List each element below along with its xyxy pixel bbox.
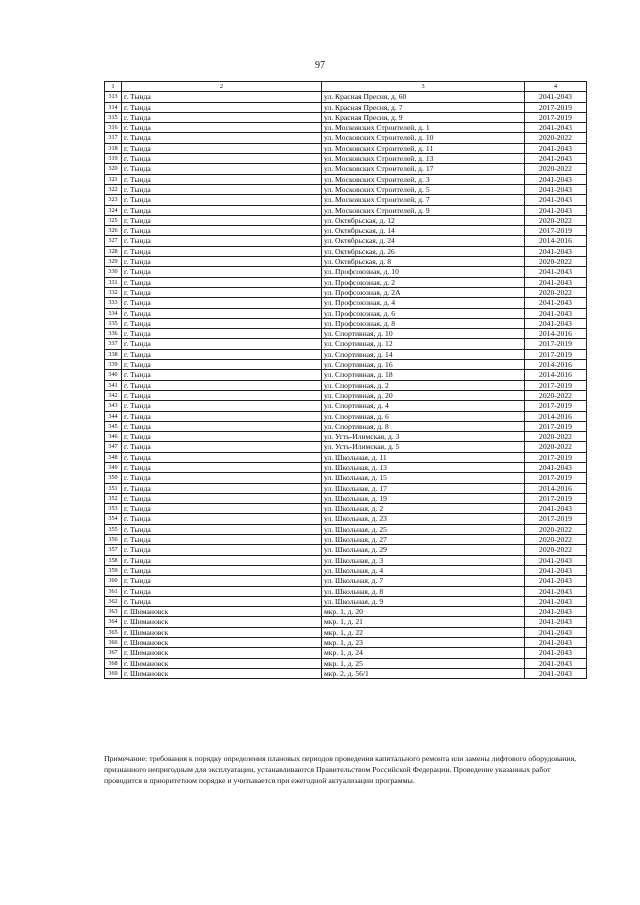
repair-period-cell: 2017-2019 <box>525 349 587 359</box>
footnote-text: требования к порядку определения плановых периодов проведения капитального ремонта или замены лифтового оборудования, признанного непригодным для эксплуатации, устанавливаются Правительством Российской Федерации. Проведение указанных работ проводится в приоритетном порядке и учитывается при ежегодной актуализации программы. <box>104 754 577 785</box>
repair-period-cell: 2041-2043 <box>525 195 587 205</box>
address-cell: ул. Профсоюзная, д. 8 <box>322 318 525 328</box>
settlement-name-cell: г. Шимановск <box>122 627 322 637</box>
repair-period-cell: 2041-2043 <box>525 504 587 514</box>
address-cell: ул. Профсоюзная, д. 10 <box>322 267 525 277</box>
table-row <box>105 473 587 483</box>
repair-period-cell: 2041-2043 <box>525 277 587 287</box>
table-row <box>105 215 587 225</box>
settlement-name-cell: г. Тында <box>122 411 322 421</box>
table-row <box>105 123 587 133</box>
table-row <box>105 411 587 421</box>
table-row <box>105 565 587 575</box>
table-row <box>105 442 587 452</box>
settlement-name-cell: г. Тында <box>122 401 322 411</box>
repair-period-cell: 2041-2043 <box>525 668 587 678</box>
row-number-cell: 353 <box>105 504 122 514</box>
table-row <box>105 267 587 277</box>
settlement-name-cell: г. Тында <box>122 596 322 606</box>
table-row <box>105 133 587 143</box>
repair-period-cell: 2041-2043 <box>525 298 587 308</box>
table-row <box>105 432 587 442</box>
address-cell: мкр. 1, д. 23 <box>322 638 525 648</box>
address-cell: ул. Красная Пресня, д. 7 <box>322 102 525 112</box>
row-number-cell: 349 <box>105 462 122 472</box>
address-cell: ул. Спортивная, д. 10 <box>322 329 525 339</box>
address-cell: ул. Московских Строителей, д. 11 <box>322 143 525 153</box>
row-number-cell: 329 <box>105 257 122 267</box>
settlement-name-cell: г. Тында <box>122 565 322 575</box>
settlement-name-cell: г. Тында <box>122 504 322 514</box>
address-cell: ул. Школьная, д. 27 <box>322 535 525 545</box>
row-number-cell: 330 <box>105 267 122 277</box>
row-number-cell: 363 <box>105 607 122 617</box>
repair-period-cell: 2020-2022 <box>525 257 587 267</box>
row-number-cell: 361 <box>105 586 122 596</box>
row-number-cell: 317 <box>105 133 122 143</box>
address-cell: ул. Школьная, д. 15 <box>322 473 525 483</box>
settlement-name-cell: г. Тында <box>122 205 322 215</box>
settlement-name-cell: г. Тында <box>122 267 322 277</box>
settlement-name-cell: г. Тында <box>122 586 322 596</box>
settlement-name-cell: г. Тында <box>122 226 322 236</box>
address-cell: ул. Октябрьская, д. 14 <box>322 226 525 236</box>
row-number-cell: 343 <box>105 401 122 411</box>
repair-period-cell: 2041-2043 <box>525 586 587 596</box>
address-cell: ул. Усть-Илимская, д. 3 <box>322 432 525 442</box>
row-number-cell: 313 <box>105 92 122 102</box>
address-cell: ул. Московских Строителей, д. 7 <box>322 195 525 205</box>
row-number-cell: 352 <box>105 493 122 503</box>
address-cell: ул. Октябрьская, д. 24 <box>322 236 525 246</box>
settlement-name-cell: г. Тында <box>122 370 322 380</box>
address-cell: ул. Спортивная, д. 6 <box>322 411 525 421</box>
address-cell: ул. Школьная, д. 8 <box>322 586 525 596</box>
row-number-cell: 367 <box>105 648 122 658</box>
address-cell: ул. Усть-Илимская, д. 5 <box>322 442 525 452</box>
row-number-cell: 332 <box>105 287 122 297</box>
settlement-name-cell: г. Тында <box>122 133 322 143</box>
row-number-cell: 327 <box>105 236 122 246</box>
settlement-name-cell: г. Тында <box>122 164 322 174</box>
repair-period-cell: 2014-2016 <box>525 360 587 370</box>
settlement-name-cell: г. Тында <box>122 493 322 503</box>
settlement-name-cell: г. Тында <box>122 318 322 328</box>
table-row <box>105 154 587 164</box>
repair-period-cell: 2017-2019 <box>525 514 587 524</box>
table-row <box>105 360 587 370</box>
settlement-name-cell: г. Тында <box>122 442 322 452</box>
settlement-name-cell: г. Тында <box>122 349 322 359</box>
settlement-name-cell: г. Тында <box>122 432 322 442</box>
row-number-cell: 351 <box>105 483 122 493</box>
column-header-2: 2 <box>122 82 322 92</box>
settlement-name-cell: г. Шимановск <box>122 668 322 678</box>
column-header-3: 3 <box>322 82 525 92</box>
settlement-name-cell: г. Тында <box>122 421 322 431</box>
settlement-name-cell: г. Тында <box>122 215 322 225</box>
settlement-name-cell: г. Тында <box>122 236 322 246</box>
settlement-name-cell: г. Тында <box>122 462 322 472</box>
settlement-name-cell: г. Тында <box>122 576 322 586</box>
repair-period-cell: 2014-2016 <box>525 329 587 339</box>
address-cell: мкр. 1, д. 24 <box>322 648 525 658</box>
table-row <box>105 648 587 658</box>
settlement-name-cell: г. Тында <box>122 143 322 153</box>
repair-period-cell: 2020-2022 <box>525 215 587 225</box>
footnote <box>104 753 586 786</box>
address-cell: ул. Школьная, д. 13 <box>322 462 525 472</box>
address-cell: мкр. 1, д. 20 <box>322 607 525 617</box>
repair-period-cell: 2041-2043 <box>525 627 587 637</box>
settlement-name-cell: г. Тында <box>122 92 322 102</box>
row-number-cell: 326 <box>105 226 122 236</box>
page-number: 97 <box>315 60 325 71</box>
repair-period-cell: 2041-2043 <box>525 267 587 277</box>
table-row <box>105 462 587 472</box>
table-row <box>105 226 587 236</box>
table-row <box>105 92 587 102</box>
settlement-name-cell: г. Тында <box>122 555 322 565</box>
address-cell: ул. Московских Строителей, д. 17 <box>322 164 525 174</box>
settlement-name-cell: г. Тында <box>122 154 322 164</box>
address-cell: ул. Спортивная, д. 12 <box>322 339 525 349</box>
row-number-cell: 344 <box>105 411 122 421</box>
row-number-cell: 325 <box>105 215 122 225</box>
table-row <box>105 483 587 493</box>
column-header-1: 1 <box>105 82 122 92</box>
repair-period-cell: 2020-2022 <box>525 535 587 545</box>
row-number-cell: 321 <box>105 174 122 184</box>
settlement-name-cell: г. Шимановск <box>122 658 322 668</box>
settlement-name-cell: г. Тында <box>122 246 322 256</box>
table-row <box>105 596 587 606</box>
settlement-name-cell: г. Шимановск <box>122 638 322 648</box>
repair-period-cell: 2017-2019 <box>525 339 587 349</box>
address-cell: ул. Спортивная, д. 20 <box>322 390 525 400</box>
row-number-cell: 315 <box>105 112 122 122</box>
table-row <box>105 339 587 349</box>
row-number-cell: 336 <box>105 329 122 339</box>
table-row <box>105 658 587 668</box>
settlement-name-cell: г. Тында <box>122 277 322 287</box>
row-number-cell: 359 <box>105 565 122 575</box>
row-number-cell: 354 <box>105 514 122 524</box>
repair-period-cell: 2041-2043 <box>525 143 587 153</box>
row-number-cell: 333 <box>105 298 122 308</box>
repair-period-cell: 2041-2043 <box>525 174 587 184</box>
address-cell: мкр. 1, д. 22 <box>322 627 525 637</box>
row-number-cell: 319 <box>105 154 122 164</box>
settlement-name-cell: г. Шимановск <box>122 607 322 617</box>
address-cell: ул. Профсоюзная, д. 2А <box>322 287 525 297</box>
table-row <box>105 257 587 267</box>
settlement-name-cell: г. Тында <box>122 102 322 112</box>
row-number-cell: 324 <box>105 205 122 215</box>
row-number-cell: 320 <box>105 164 122 174</box>
column-header-4: 4 <box>525 82 587 92</box>
repair-period-cell: 2041-2043 <box>525 607 587 617</box>
settlement-name-cell: г. Тында <box>122 483 322 493</box>
row-number-cell: 369 <box>105 668 122 678</box>
table-header-row <box>105 82 587 92</box>
settlement-name-cell: г. Тында <box>122 195 322 205</box>
table-row <box>105 555 587 565</box>
table-row <box>105 184 587 194</box>
table-row <box>105 401 587 411</box>
table-row <box>105 287 587 297</box>
settlement-name-cell: г. Тында <box>122 380 322 390</box>
row-number-cell: 356 <box>105 535 122 545</box>
address-cell: ул. Школьная, д. 11 <box>322 452 525 462</box>
row-number-cell: 341 <box>105 380 122 390</box>
repair-period-cell: 2014-2016 <box>525 236 587 246</box>
settlement-name-cell: г. Тында <box>122 257 322 267</box>
settlement-name-cell: г. Тында <box>122 473 322 483</box>
settlement-name-cell: г. Тында <box>122 308 322 318</box>
address-cell: мкр. 1, д. 21 <box>322 617 525 627</box>
repair-period-cell: 2041-2043 <box>525 92 587 102</box>
address-cell: ул. Спортивная, д. 14 <box>322 349 525 359</box>
address-cell: ул. Школьная, д. 4 <box>322 565 525 575</box>
repair-period-cell: 2017-2019 <box>525 401 587 411</box>
address-cell: ул. Московских Строителей, д. 9 <box>322 205 525 215</box>
settlement-name-cell: г. Тында <box>122 184 322 194</box>
table-row <box>105 308 587 318</box>
table-row <box>105 277 587 287</box>
settlement-name-cell: г. Тында <box>122 112 322 122</box>
repair-period-cell: 2041-2043 <box>525 596 587 606</box>
row-number-cell: 347 <box>105 442 122 452</box>
row-number-cell: 314 <box>105 102 122 112</box>
settlement-name-cell: г. Тында <box>122 360 322 370</box>
settlement-name-cell: г. Тында <box>122 545 322 555</box>
repair-period-cell: 2041-2043 <box>525 658 587 668</box>
table-row <box>105 370 587 380</box>
table-row <box>105 535 587 545</box>
repair-period-cell: 2041-2043 <box>525 205 587 215</box>
repair-period-cell: 2041-2043 <box>525 576 587 586</box>
address-cell: ул. Спортивная, д. 16 <box>322 360 525 370</box>
table-row <box>105 195 587 205</box>
row-number-cell: 340 <box>105 370 122 380</box>
address-cell: ул. Школьная, д. 23 <box>322 514 525 524</box>
row-number-cell: 342 <box>105 390 122 400</box>
address-cell: мкр. 2, д. 56/1 <box>322 668 525 678</box>
address-cell: ул. Спортивная, д. 8 <box>322 421 525 431</box>
repair-period-cell: 2020-2022 <box>525 133 587 143</box>
settlement-name-cell: г. Тында <box>122 514 322 524</box>
table-row <box>105 143 587 153</box>
table-row <box>105 421 587 431</box>
settlement-name-cell: г. Шимановск <box>122 617 322 627</box>
table-row <box>105 452 587 462</box>
table-row <box>105 349 587 359</box>
table-row <box>105 576 587 586</box>
address-cell: ул. Школьная, д. 9 <box>322 596 525 606</box>
table-row <box>105 298 587 308</box>
address-cell: ул. Октябрьская, д. 12 <box>322 215 525 225</box>
settlement-name-cell: г. Шимановск <box>122 648 322 658</box>
footnote-lead: Примечание: <box>104 754 148 763</box>
address-cell: ул. Школьная, д. 3 <box>322 555 525 565</box>
table-row <box>105 380 587 390</box>
row-number-cell: 335 <box>105 318 122 328</box>
table-row <box>105 205 587 215</box>
address-cell: ул. Профсоюзная, д. 2 <box>322 277 525 287</box>
table-row <box>105 514 587 524</box>
row-number-cell: 348 <box>105 452 122 462</box>
table-row <box>105 318 587 328</box>
settlement-name-cell: г. Тында <box>122 287 322 297</box>
table-row <box>105 390 587 400</box>
address-cell: мкр. 1, д. 25 <box>322 658 525 668</box>
address-cell: ул. Московских Строителей, д. 5 <box>322 184 525 194</box>
row-number-cell: 358 <box>105 555 122 565</box>
repair-period-cell: 2017-2019 <box>525 473 587 483</box>
repair-period-cell: 2014-2016 <box>525 483 587 493</box>
repair-period-cell: 2041-2043 <box>525 246 587 256</box>
repair-period-cell: 2017-2019 <box>525 452 587 462</box>
address-cell: ул. Московских Строителей, д. 13 <box>322 154 525 164</box>
row-number-cell: 337 <box>105 339 122 349</box>
table-row <box>105 174 587 184</box>
row-number-cell: 323 <box>105 195 122 205</box>
address-cell: ул. Школьная, д. 29 <box>322 545 525 555</box>
address-cell: ул. Октябрьская, д. 26 <box>322 246 525 256</box>
repair-period-cell: 2041-2043 <box>525 565 587 575</box>
repair-period-cell: 2014-2016 <box>525 370 587 380</box>
table-row <box>105 617 587 627</box>
repair-period-cell: 2041-2043 <box>525 184 587 194</box>
table-row <box>105 164 587 174</box>
repair-period-cell: 2041-2043 <box>525 308 587 318</box>
table-row <box>105 545 587 555</box>
repair-period-cell: 2020-2022 <box>525 432 587 442</box>
settlement-name-cell: г. Тында <box>122 535 322 545</box>
address-cell: ул. Красная Пресня, д. 9 <box>322 112 525 122</box>
row-number-cell: 365 <box>105 627 122 637</box>
repair-period-cell: 2041-2043 <box>525 318 587 328</box>
repair-period-cell: 2020-2022 <box>525 390 587 400</box>
table-row <box>105 236 587 246</box>
repair-period-cell: 2041-2043 <box>525 154 587 164</box>
repair-period-cell: 2017-2019 <box>525 421 587 431</box>
row-number-cell: 368 <box>105 658 122 668</box>
row-number-cell: 346 <box>105 432 122 442</box>
table-row <box>105 586 587 596</box>
address-cell: ул. Спортивная, д. 4 <box>322 401 525 411</box>
address-cell: ул. Красная Пресня, д. 60 <box>322 92 525 102</box>
repair-period-cell: 2017-2019 <box>525 226 587 236</box>
settlement-name-cell: г. Тында <box>122 174 322 184</box>
table-row <box>105 112 587 122</box>
address-cell: ул. Школьная, д. 19 <box>322 493 525 503</box>
table-row <box>105 638 587 648</box>
repair-period-cell: 2017-2019 <box>525 102 587 112</box>
repair-period-cell: 2041-2043 <box>525 648 587 658</box>
address-cell: ул. Московских Строителей, д. 1 <box>322 123 525 133</box>
table-row <box>105 102 587 112</box>
row-number-cell: 322 <box>105 184 122 194</box>
repair-period-cell: 2017-2019 <box>525 493 587 503</box>
table-row <box>105 627 587 637</box>
row-number-cell: 366 <box>105 638 122 648</box>
row-number-cell: 328 <box>105 246 122 256</box>
settlement-name-cell: г. Тында <box>122 298 322 308</box>
table-row <box>105 246 587 256</box>
address-cell: ул. Школьная, д. 25 <box>322 524 525 534</box>
settlement-name-cell: г. Тында <box>122 123 322 133</box>
row-number-cell: 339 <box>105 360 122 370</box>
table-row <box>105 524 587 534</box>
table-row <box>105 329 587 339</box>
settlement-name-cell: г. Тында <box>122 452 322 462</box>
address-cell: ул. Школьная, д. 2 <box>322 504 525 514</box>
settlement-name-cell: г. Тында <box>122 329 322 339</box>
row-number-cell: 350 <box>105 473 122 483</box>
address-cell: ул. Октябрьская, д. 8 <box>322 257 525 267</box>
repair-period-cell: 2041-2043 <box>525 462 587 472</box>
housing-repair-table <box>104 81 587 679</box>
address-cell: ул. Школьная, д. 17 <box>322 483 525 493</box>
table-body <box>105 82 587 679</box>
settlement-name-cell: г. Тында <box>122 339 322 349</box>
address-cell: ул. Московских Строителей, д. 3 <box>322 174 525 184</box>
address-cell: ул. Московских Строителей, д. 10 <box>322 133 525 143</box>
address-cell: ул. Спортивная, д. 18 <box>322 370 525 380</box>
address-cell: ул. Спортивная, д. 2 <box>322 380 525 390</box>
repair-period-cell: 2041-2043 <box>525 123 587 133</box>
row-number-cell: 331 <box>105 277 122 287</box>
row-number-cell: 345 <box>105 421 122 431</box>
address-cell: ул. Профсоюзная, д. 6 <box>322 308 525 318</box>
repair-period-cell: 2014-2016 <box>525 411 587 421</box>
repair-period-cell: 2020-2022 <box>525 524 587 534</box>
repair-period-cell: 2041-2043 <box>525 555 587 565</box>
repair-period-cell: 2020-2022 <box>525 287 587 297</box>
row-number-cell: 362 <box>105 596 122 606</box>
table-row <box>105 668 587 678</box>
repair-period-cell: 2020-2022 <box>525 164 587 174</box>
settlement-name-cell: г. Тында <box>122 390 322 400</box>
repair-period-cell: 2020-2022 <box>525 442 587 452</box>
row-number-cell: 360 <box>105 576 122 586</box>
repair-period-cell: 2041-2043 <box>525 617 587 627</box>
row-number-cell: 318 <box>105 143 122 153</box>
row-number-cell: 364 <box>105 617 122 627</box>
repair-period-cell: 2017-2019 <box>525 380 587 390</box>
row-number-cell: 334 <box>105 308 122 318</box>
repair-period-cell: 2041-2043 <box>525 638 587 648</box>
address-cell: ул. Школьная, д. 7 <box>322 576 525 586</box>
table-row <box>105 504 587 514</box>
address-cell: ул. Профсоюзная, д. 4 <box>322 298 525 308</box>
row-number-cell: 357 <box>105 545 122 555</box>
row-number-cell: 338 <box>105 349 122 359</box>
table-row <box>105 493 587 503</box>
repair-period-cell: 2017-2019 <box>525 112 587 122</box>
row-number-cell: 355 <box>105 524 122 534</box>
table-row <box>105 607 587 617</box>
settlement-name-cell: г. Тында <box>122 524 322 534</box>
row-number-cell: 316 <box>105 123 122 133</box>
repair-period-cell: 2020-2022 <box>525 545 587 555</box>
